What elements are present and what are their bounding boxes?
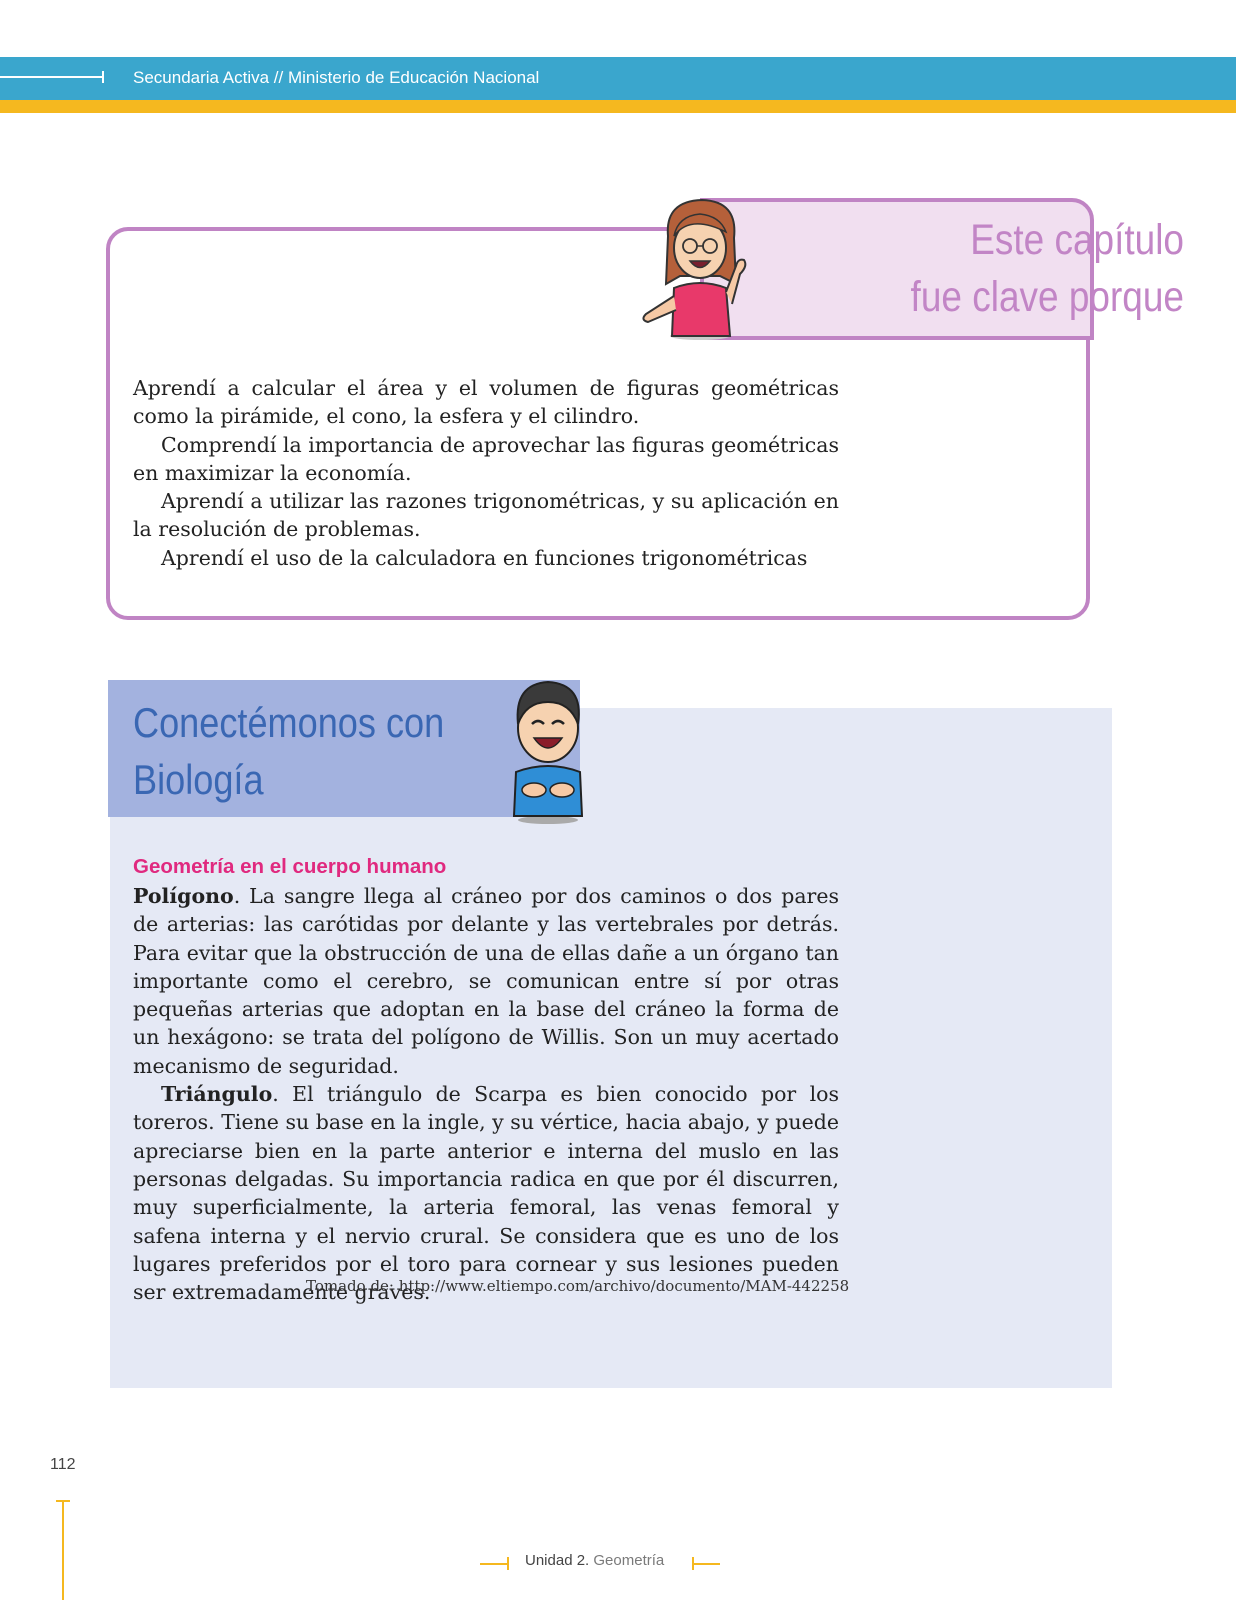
unit-number: Unidad 2. [525,1552,590,1569]
term-polygon: Polígono [133,884,234,908]
article-paragraph-triangle [133,1080,839,1306]
chapter-summary-text [133,374,839,572]
summary-paragraph: Aprendí el uso de la calculadora en funciones trigonométricas [161,545,808,570]
unit-topic: Geometría [593,1552,665,1569]
triangle-description: . El triángulo de Scarpa es bien conocido por los toreros. Tiene su base en la ingle, y su vértice, hacia abajo, y puede apreciarse bien en la parte anterior e interna del muslo en las personas delgadas. Su importancia radica en que por él discurren, muy superficialmente, la arteria femoral, las venas femoral y safena interna y el nervio crural. Se considera que es uno de los lugares preferidos por el toro para cornear y sus lesiones pueden ser extremadamente graves. [133,1082,839,1305]
girl-character-illustration [640,196,760,341]
summary-paragraph: Aprendí a calcular el área y el volumen de figuras geométricas como la pirámide, el cono, la esfera y el cilindro. [133,376,839,429]
footer-tick-left [507,1557,509,1570]
footer-unit-label [525,1552,664,1569]
page-number: 112 [50,1456,76,1473]
biology-title-line2: Biología [133,756,264,803]
boy-character-illustration [500,676,596,826]
footer-margin-tick [56,1500,70,1502]
footer-line-right [692,1563,720,1565]
header-line [0,76,104,78]
chapter-summary-title [857,212,1184,326]
chapter-summary-title-line2: fue clave porque [910,273,1184,321]
header-title: Secundaria Activa // Ministerio de Educación Nacional [133,68,540,87]
article-paragraph-polygon [133,882,839,1080]
polygon-description: . La sangre llega al cráneo por dos caminos o dos pares de arterias: las carótidas por delante y las vertebrales por detrás. Para evitar que la obstrucción de una de ellas dañe a un órgano tan importante como el cerebro, se comunican entre sí por otras pequeñas arterias que adoptan en la base del cráneo la forma de un hexágono: se trata del polígono de Willis. Son un muy acertado mecanismo de seguridad. [133,884,839,1078]
biology-connection-title [133,694,444,808]
biology-subheading: Geometría en el cuerpo humano [133,855,447,878]
footer-line-left [480,1563,508,1565]
summary-paragraph: Aprendí a utilizar las razones trigonométricas, y su aplicación en la resolución de problemas. [133,489,839,542]
chapter-summary-title-line1: Este capítulo [970,216,1184,264]
header-accent-stripe [0,100,1236,113]
biology-article-text [133,882,839,1306]
source-citation: Tomado de: http://www.eltiempo.com/archivo/documento/MAM-442258 [306,1277,850,1295]
summary-paragraph: Comprendí la importancia de aprovechar las figuras geométricas en maximizar la economía. [133,432,839,485]
biology-title-line1: Conectémonos con [133,699,445,746]
term-triangle: Triángulo [161,1082,273,1107]
footer-margin-line [62,1500,64,1600]
header-tick [102,71,104,83]
